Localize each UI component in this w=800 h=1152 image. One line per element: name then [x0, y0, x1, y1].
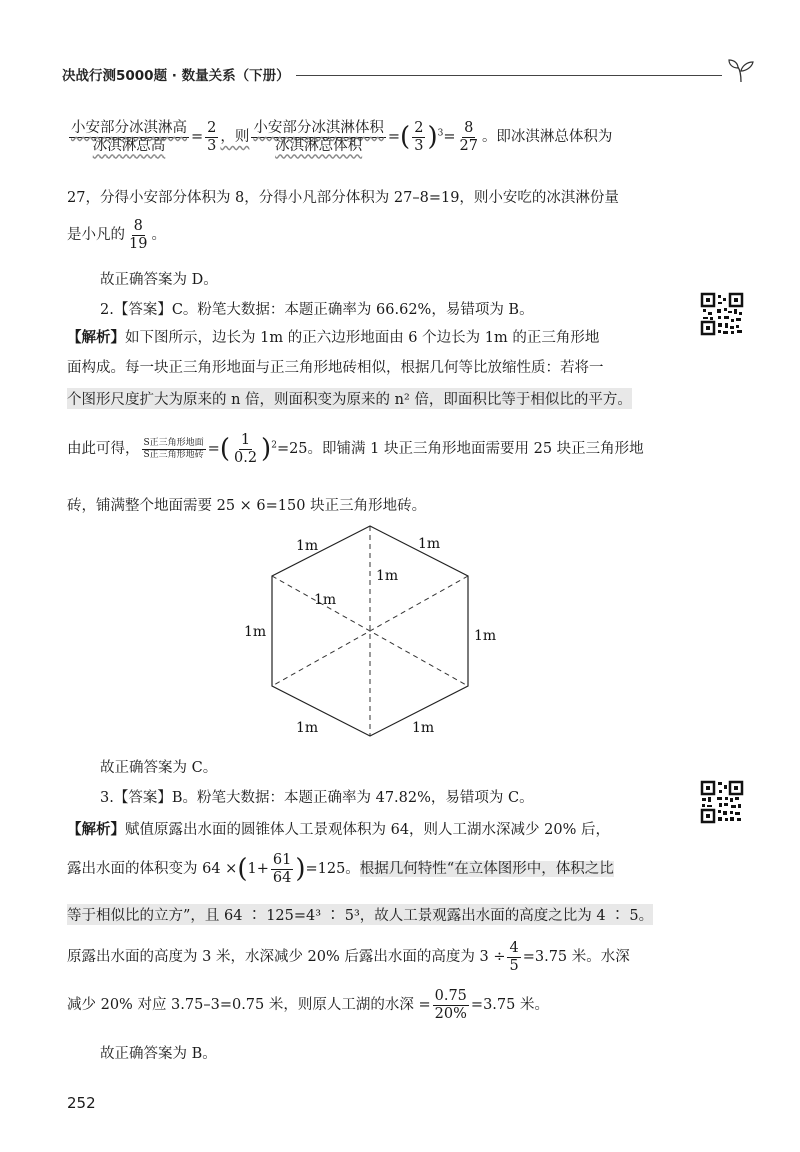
formula-line-3: 露出水面的体积变为 64 ×(1+ $\frac{61}{64}$ )=125。根据几何特性“在立体图形中，体积之比	[67, 852, 614, 886]
text-line: 是小凡的 $\frac{8}{19}$ 。	[67, 218, 166, 252]
edge-label-left: 1m	[244, 624, 267, 640]
text-line: 砖，铺满整个地面需要 25 × 6=150 块正三角形地砖。	[67, 498, 427, 514]
hexagon-figure	[240, 518, 520, 750]
explain-tag: 【解析】	[67, 330, 125, 346]
fraction: $\frac{\text{S正三角形地面}}{\text{S正三角形地砖}}$	[143, 438, 204, 460]
formula-line-2: 由此可得， $\frac{\text{S正三角形地面}}{\text{S正三角形地砖}}$ =( $\frac{1}{0.2}$ )$^2$=25。即铺满 1 块正三角形地面需要用 25 块正三角形地	[67, 432, 644, 466]
fraction: $\frac{2}{3}$	[207, 120, 217, 154]
formula-line-5: 减少 20% 对应 3.75–3=0.75 米，则原人工湖的水深 = $\frac{0.75}{20\%}$ =3.75 米。	[67, 988, 549, 1022]
edge-label-right: 1m	[474, 628, 497, 644]
fraction: $\frac{8}{19}$	[129, 218, 148, 252]
fraction: $\frac{4}{5}$	[509, 940, 519, 974]
answer-line: 故正确答案为 C。	[100, 760, 218, 776]
answer-heading: 2.【答案】C。粉笔大数据：本题正确率为 66.62%，易错项为 B。	[100, 302, 534, 318]
formula-line-4: 原露出水面的高度为 3 米，水深减少 20% 后露出水面的高度为 3 ÷ $\frac{4}{5}$ =3.75 米。水深	[67, 940, 630, 974]
fraction: $\frac{0.75}{20\%}$	[434, 988, 467, 1022]
radius-label-upper-left: 1m	[314, 592, 337, 608]
answer-line: 故正确答案为 D。	[100, 272, 218, 288]
edge-label-bottom-left: 1m	[296, 720, 319, 736]
radius-label-top: 1m	[376, 568, 399, 584]
fraction: $\frac{\text{小安部分冰淇淋高}}{\text{冰淇淋总高}}$	[71, 120, 187, 154]
highlighted-line: 等于相似比的立方”，且 64 ∶ 125=4³ ∶ 5³，故人工景观露出水面的高度之比为 4 ∶ 5。	[67, 904, 653, 925]
qr-code-icon	[700, 780, 744, 824]
fraction: $\frac{61}{64}$	[272, 852, 292, 886]
page-number: 252	[67, 1094, 96, 1112]
fraction: $\frac{\text{小安部分冰淇淋体积}}{\text{冰淇淋总体积}}$	[253, 120, 384, 154]
edge-label-top-right: 1m	[418, 536, 441, 552]
formula-line-1: $\frac{\text{小安部分冰淇淋高}}{\text{冰淇淋总高}}$ = $\frac{2}{3}$ ，则 $\frac{\text{小安部分冰淇淋体积}}{\text{冰淇淋总体积}}$ =( $\frac{2}{3}$ )$^3$= $\frac{8}{27}$ 。即冰淇淋总体积为	[71, 120, 613, 154]
fraction: $\frac{2}{3}$	[414, 120, 424, 154]
answer-heading: 3.【答案】B。粉笔大数据：本题正确率为 47.82%，易错项为 C。	[100, 790, 534, 806]
running-header	[62, 62, 762, 88]
fraction: $\frac{8}{27}$	[459, 120, 478, 154]
qr-code-icon	[700, 292, 744, 336]
text-line: 面构成。每一块正三角形地面与正三角形地砖相似，根据几何等比放缩性质：若将一	[67, 360, 604, 376]
text-line: 【解析】如下图所示，边长为 1m 的正六边形地面由 6 个边长为 1m 的正三角形地	[67, 330, 600, 346]
text-line: 27，分得小安部分体积为 8，分得小凡部分体积为 27–8=19，则小安吃的冰淇淋份量	[67, 190, 619, 206]
edge-label-top-left: 1m	[296, 538, 319, 554]
fraction: $\frac{1}{0.2}$	[233, 432, 258, 466]
highlighted-line: 个图形尺度扩大为原来的 n 倍，则面积变为原来的 n² 倍，即面积比等于相似比的平方。	[67, 388, 632, 409]
answer-line: 故正确答案为 B。	[100, 1046, 217, 1062]
edge-label-bottom-right: 1m	[412, 720, 435, 736]
text-line: 【解析】赋值原露出水面的圆锥体人工景观体积为 64，则人工湖水深减少 20% 后，	[67, 822, 611, 838]
header-title: 决战行测5000题 · 数量关系（下册）	[62, 64, 296, 84]
explain-tag: 【解析】	[67, 822, 125, 838]
leaf-sprout-icon	[726, 58, 756, 84]
